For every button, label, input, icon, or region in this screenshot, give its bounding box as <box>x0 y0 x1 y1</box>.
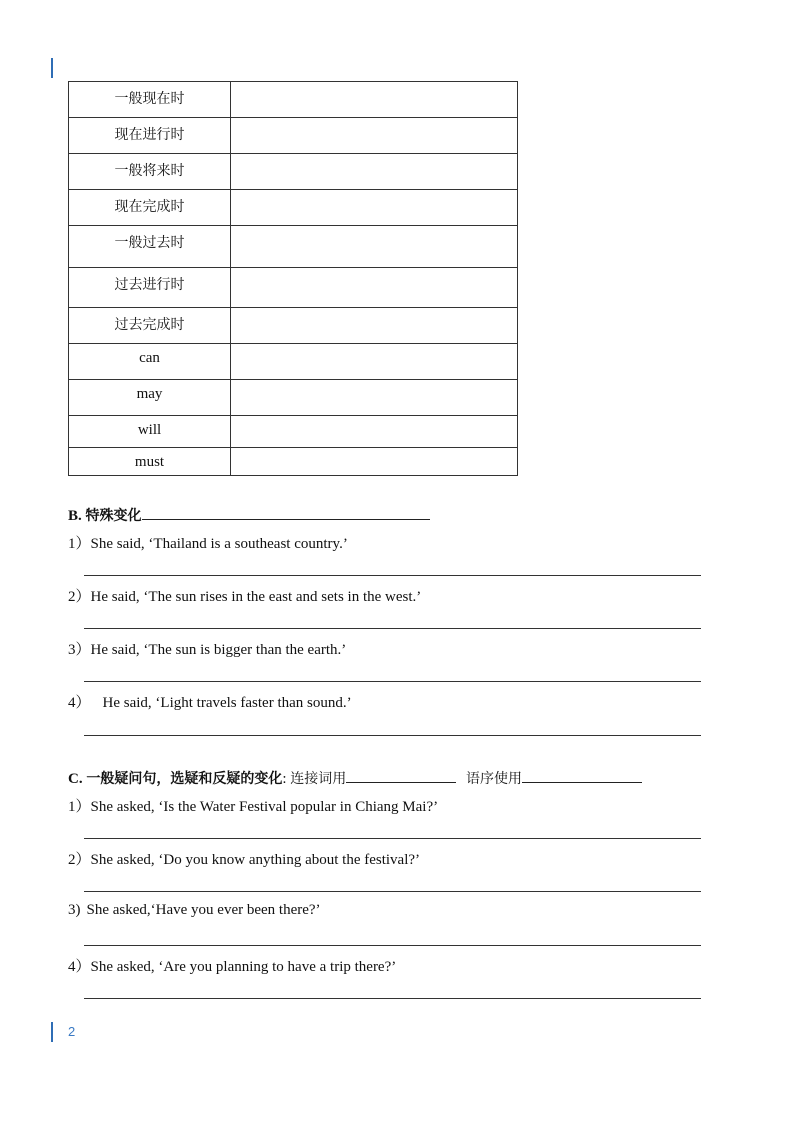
tense-label: 一般现在时 <box>69 82 231 118</box>
tense-label: 过去进行时 <box>69 268 231 308</box>
section-title: 一般疑问句，选疑和反疑的变化 <box>86 771 283 787</box>
answer-cell[interactable] <box>231 82 518 118</box>
fill-blank[interactable] <box>142 505 430 520</box>
table-row <box>69 308 518 344</box>
question-number: 2） <box>68 852 91 868</box>
question-number: 1） <box>68 799 91 815</box>
table-row <box>69 344 518 380</box>
question-number: 4） <box>68 959 91 975</box>
question-text: She asked, ‘Do you know anything about the festival?’ <box>90 852 421 868</box>
question-item <box>68 691 352 712</box>
answer-line[interactable] <box>84 735 701 736</box>
question-number: 3） <box>68 642 91 658</box>
table-row <box>69 190 518 226</box>
connector-blank[interactable] <box>346 768 456 783</box>
section-b-heading <box>68 505 430 525</box>
section-letter: C. <box>68 771 83 787</box>
question-item <box>68 638 346 659</box>
answer-line[interactable] <box>84 891 701 892</box>
question-text: She asked,‘Have you ever been there?’ <box>86 902 321 918</box>
question-number: 4） <box>68 695 91 711</box>
answer-cell[interactable] <box>231 448 518 476</box>
answer-line[interactable] <box>84 838 701 839</box>
answer-line[interactable] <box>84 945 701 946</box>
question-text: He said, ‘The sun rises in the east and sets in the west.’ <box>90 589 422 605</box>
order-blank[interactable] <box>522 768 642 783</box>
answer-line[interactable] <box>84 575 701 576</box>
question-number: 2） <box>68 589 91 605</box>
question-text: She said, ‘Thailand is a southeast country.’ <box>90 536 348 552</box>
answer-cell[interactable] <box>231 268 518 308</box>
table-row <box>69 118 518 154</box>
question-item <box>68 902 321 919</box>
modal-label: may <box>69 380 231 416</box>
answer-cell[interactable] <box>231 416 518 448</box>
margin-marker-bottom <box>51 1022 53 1042</box>
tense-label: 现在完成时 <box>69 190 231 226</box>
table-row <box>69 416 518 448</box>
question-text: He said, ‘Light travels faster than sound.’ <box>102 695 352 711</box>
tense-label: 现在进行时 <box>69 118 231 154</box>
modal-label: will <box>69 416 231 448</box>
question-item <box>68 532 348 553</box>
table-row <box>69 448 518 476</box>
answer-cell[interactable] <box>231 226 518 268</box>
heading-colon: : <box>282 771 287 787</box>
section-title: 特殊变化 <box>85 508 142 524</box>
question-number: 3) <box>68 902 81 918</box>
tense-table <box>68 81 518 476</box>
answer-cell[interactable] <box>231 344 518 380</box>
question-item <box>68 585 421 606</box>
answer-line[interactable] <box>84 628 701 629</box>
modal-label: must <box>69 448 231 476</box>
answer-line[interactable] <box>84 681 701 682</box>
answer-cell[interactable] <box>231 118 518 154</box>
order-label: 语序使用 <box>466 771 523 787</box>
modal-label: can <box>69 344 231 380</box>
table-row <box>69 380 518 416</box>
answer-cell[interactable] <box>231 380 518 416</box>
question-text: He said, ‘The sun is bigger than the earth.’ <box>90 642 347 658</box>
tense-label: 一般过去时 <box>69 226 231 268</box>
tense-label: 一般将来时 <box>69 154 231 190</box>
margin-marker-top <box>51 58 53 78</box>
tense-label: 过去完成时 <box>69 308 231 344</box>
answer-cell[interactable] <box>231 154 518 190</box>
page-number: 2 <box>68 1024 76 1039</box>
section-c-heading <box>68 768 642 788</box>
question-item <box>68 955 396 976</box>
question-text: She asked, ‘Are you planning to have a trip there?’ <box>90 959 397 975</box>
question-item <box>68 795 438 816</box>
table-row <box>69 154 518 190</box>
table-row <box>69 226 518 268</box>
question-number: 1） <box>68 536 91 552</box>
question-text: She asked, ‘Is the Water Festival popular in Chiang Mai?’ <box>90 799 439 815</box>
table-row <box>69 268 518 308</box>
connector-label: 连接词用 <box>290 771 347 787</box>
answer-cell[interactable] <box>231 308 518 344</box>
answer-cell[interactable] <box>231 190 518 226</box>
question-item <box>68 848 420 869</box>
answer-line[interactable] <box>84 998 701 999</box>
section-letter: B. <box>68 508 82 524</box>
table-row <box>69 82 518 118</box>
